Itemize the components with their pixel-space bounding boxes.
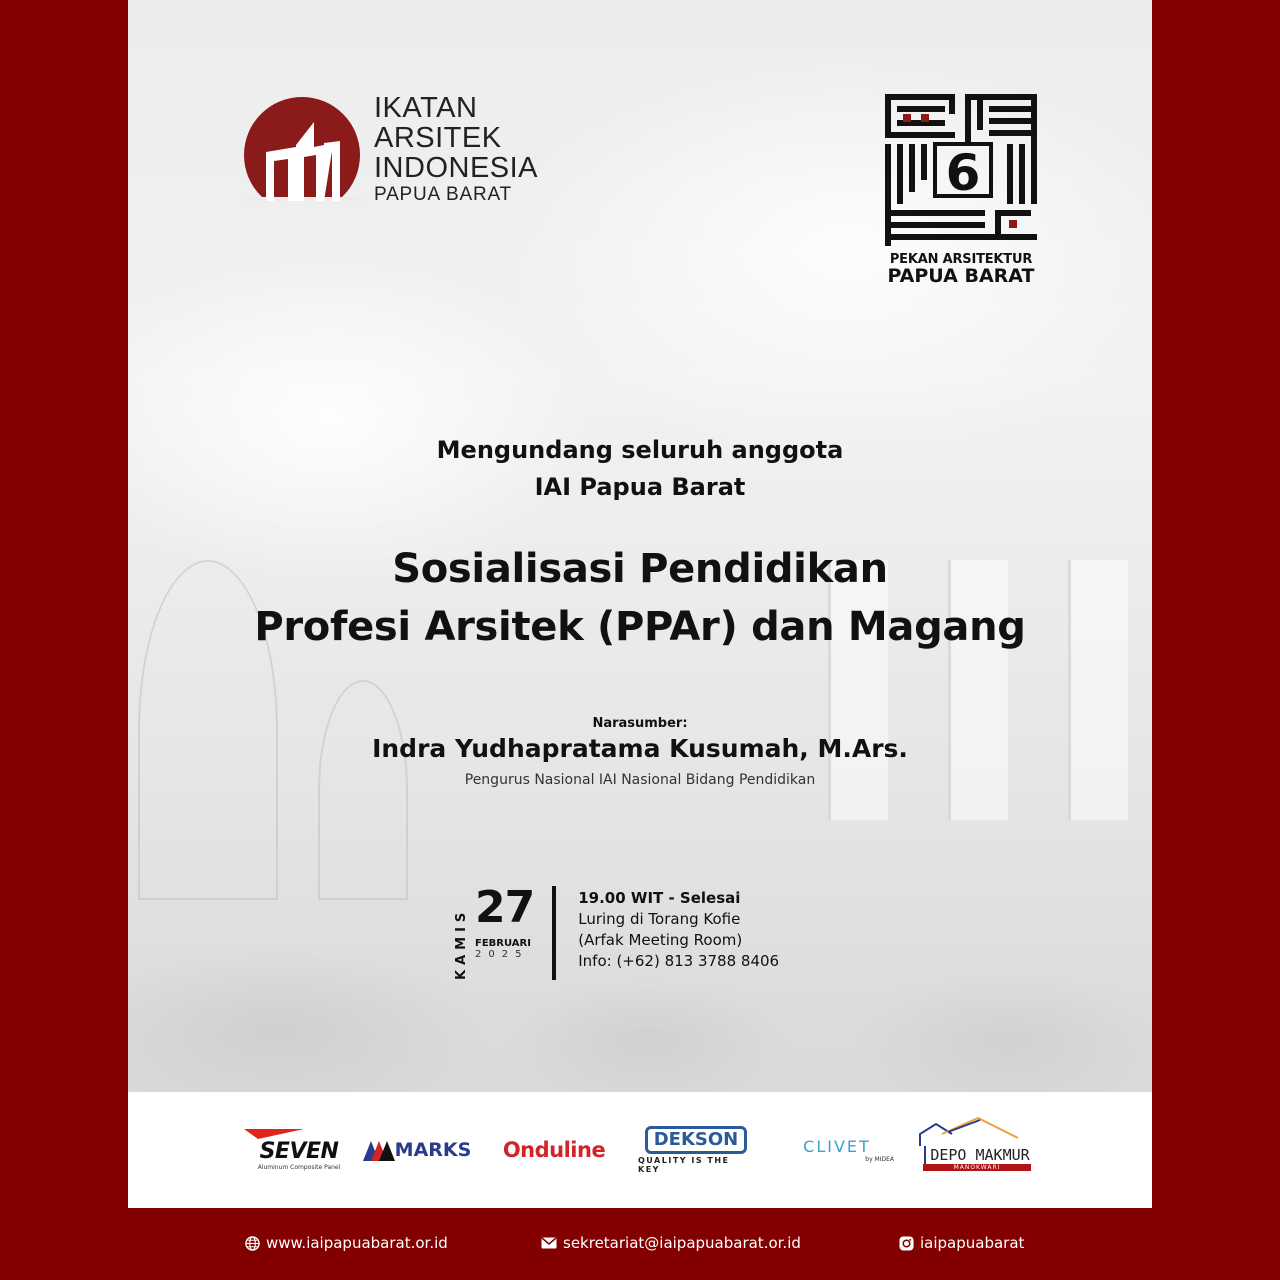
- seven-swoosh-icon: [244, 1129, 304, 1139]
- event-time: 19.00 WIT - Selesai: [578, 889, 741, 907]
- speaker-role: Pengurus Nasional IAI Nasional Bidang Pendidikan: [464, 772, 816, 788]
- email-text: sekretariat@iaipapuabarat.or.id: [563, 1234, 801, 1252]
- sponsor-logo-depo-makmur: DEPO MAKMUR MANOKWARI: [918, 1120, 1036, 1180]
- event-contact-info: Info: (+62) 813 3788 8406: [578, 952, 780, 970]
- schedule-divider: [552, 886, 556, 980]
- event-venue-line2: (Arfak Meeting Room): [578, 931, 743, 949]
- invitation-line2: IAI Papua Barat: [534, 473, 746, 501]
- event-venue-line1: Luring di Torang Kofie: [578, 910, 741, 928]
- mail-icon: [541, 1235, 557, 1251]
- globe-icon: [244, 1235, 260, 1251]
- sponsor-logo-dekson: DEKSON QUALITY IS THE KEY: [638, 1120, 754, 1180]
- iai-logo-line3: INDONESIA: [374, 152, 539, 184]
- event-date: 27: [475, 882, 535, 933]
- instagram-text: iaipapuabarat: [920, 1234, 1025, 1252]
- pekan-arsitektur-logo: [884, 94, 1038, 286]
- event-schedule: [454, 882, 780, 980]
- iai-papua-barat-logo: [244, 94, 538, 204]
- iai-emblem-icon: [244, 97, 362, 201]
- background-arch: [318, 680, 408, 900]
- maze-6-icon: [885, 94, 1037, 246]
- event-year: 2025: [475, 949, 529, 960]
- poster-card: [128, 0, 1152, 1092]
- marks-triangles-icon: [363, 1139, 395, 1161]
- pekan-logo-line1: PEKAN ARSITEKTUR: [889, 252, 1033, 267]
- invitation-line1: Mengundang seluruh anggota: [436, 436, 844, 464]
- iai-logo-line2: ARSITEK: [374, 122, 502, 154]
- contact-footer: [0, 1208, 1280, 1280]
- event-title: [128, 540, 1152, 656]
- iai-logo-line1: IKATAN: [374, 92, 478, 124]
- event-title-line2: Profesi Arsitek (PPAr) dan Magang: [254, 604, 1026, 650]
- website-link[interactable]: [244, 1234, 448, 1252]
- depo-roof-icon: [918, 1116, 1034, 1146]
- sponsor-logo-seven: SEVEN Aluminum Composite Panel: [244, 1120, 354, 1180]
- pekan-logo-line2: PAPUA BARAT: [887, 265, 1035, 287]
- speaker-name: Indra Yudhapratama Kusumah, M.Ars.: [372, 734, 908, 763]
- svg-text:6: 6: [945, 144, 981, 202]
- instagram-link[interactable]: [898, 1234, 1024, 1252]
- speaker-label: Narasumber:: [592, 716, 688, 731]
- event-month: FEBRUARI: [475, 938, 531, 949]
- iai-logo-line4: PAPUA BARAT: [374, 184, 512, 205]
- event-day: KAMIS: [454, 907, 469, 980]
- email-link[interactable]: [541, 1234, 801, 1252]
- invitation-text: [128, 432, 1152, 506]
- event-title-line1: Sosialisasi Pendidikan: [392, 546, 888, 592]
- instagram-icon: [898, 1235, 914, 1251]
- sponsor-bar: [128, 1092, 1152, 1208]
- sponsor-logo-marks: MARKS: [360, 1120, 474, 1180]
- sponsor-logo-onduline: Onduline: [502, 1138, 606, 1162]
- website-text: www.iaipapuabarat.or.id: [266, 1234, 448, 1252]
- sponsor-logo-clivet: CLIVET by MIDEA: [803, 1137, 894, 1163]
